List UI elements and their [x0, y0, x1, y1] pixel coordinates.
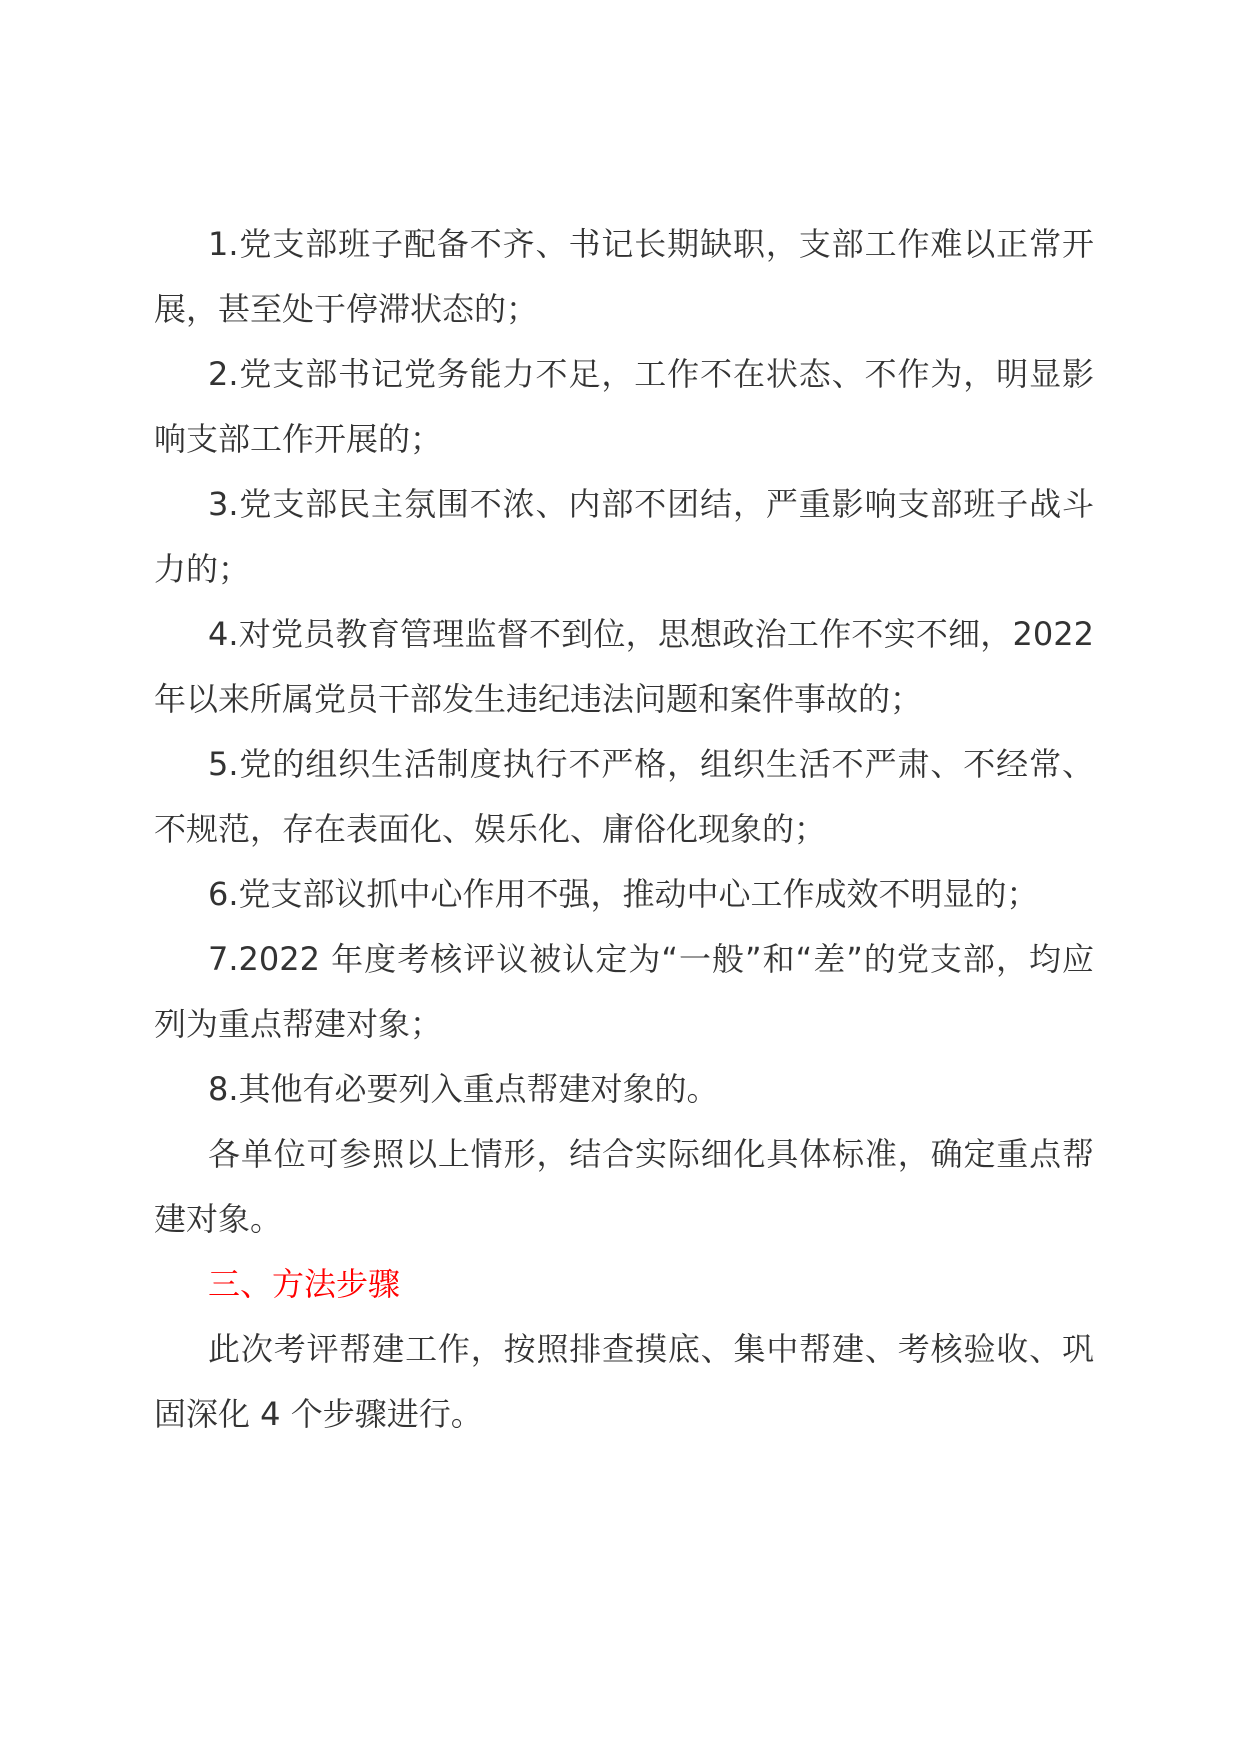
criteria-item-4: 4.对党员教育管理监督不到位，思想政治工作不实不细，2022 年以来所属党员干部发生违纪违法问题和案件事故的； — [154, 615, 1094, 718]
criteria-item-7: 7.2022 年度考核评议被认定为“一般”和“差”的党支部，均应列为重点帮建对象； — [154, 940, 1094, 1043]
criteria-item-5: 5.党的组织生活制度执行不严格，组织生活不严肃、不经常、不规范，存在表面化、娱乐化、庸俗化现象的； — [154, 745, 1094, 848]
criteria-item-8: 8.其他有必要列入重点帮建对象的。 — [208, 1070, 719, 1108]
criteria-item-6: 6.党支部议抓中心作用不强，推动中心工作成效不明显的； — [208, 875, 1039, 913]
criteria-item-2: 2.党支部书记党务能力不足，工作不在状态、不作为，明显影响支部工作开展的； — [154, 355, 1094, 458]
criteria-item-1: 1.党支部班子配备不齐、书记长期缺职，支部工作难以正常开展，甚至处于停滞状态的； — [154, 225, 1094, 328]
criteria-item-3: 3.党支部民主氛围不浓、内部不团结，严重影响支部班子战斗力的； — [154, 485, 1094, 588]
document-page — [154, 212, 1094, 1447]
section-heading-methods: 三、方法步骤 — [208, 1265, 401, 1303]
methods-paragraph: 此次考评帮建工作，按照排查摸底、集中帮建、考核验收、巩固深化 4 个步骤进行。 — [154, 1330, 1094, 1433]
criteria-note: 各单位可参照以上情形，结合实际细化具体标准，确定重点帮建对象。 — [154, 1135, 1094, 1238]
